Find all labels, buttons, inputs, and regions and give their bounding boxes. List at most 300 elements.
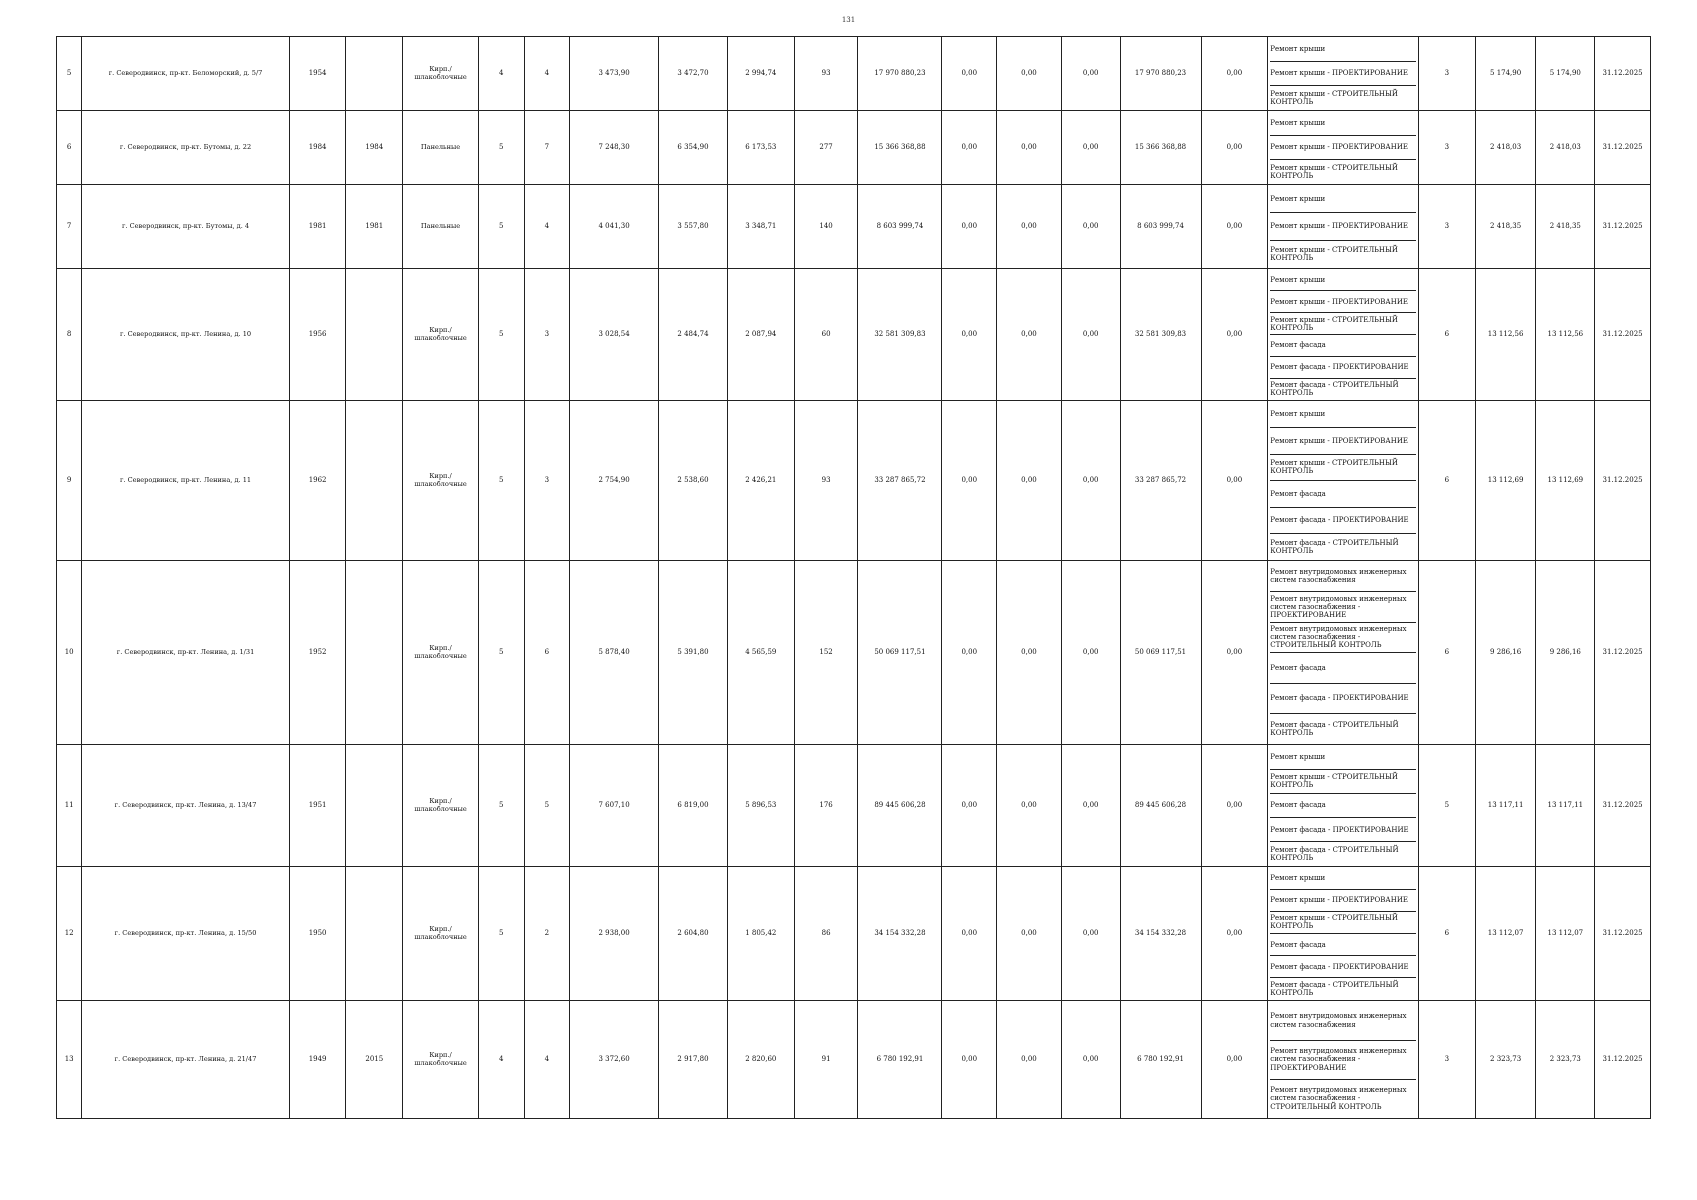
works-list (1270, 868, 1416, 1000)
works-cell (1268, 111, 1419, 185)
table-row (57, 1001, 1651, 1119)
unit-cost-max: 2 323,73 (1536, 1001, 1595, 1119)
entrances-count: 6 (524, 561, 570, 745)
work-item-label: Ремонт крыши - ПРОЕКТИРОВАНИЕ (1270, 297, 1409, 306)
work-item-label: Ремонт фасада - СТРОИТЕЛЬНЫЙ КОНТРОЛЬ (1270, 845, 1399, 862)
year-built: 1954 (289, 37, 346, 111)
work-item-label: Ремонт фасада (1270, 801, 1326, 810)
work-item (1270, 684, 1416, 715)
unit-cost: 13 112,69 (1475, 401, 1536, 561)
entrances-count: 3 (524, 269, 570, 401)
unit-cost-max: 13 112,56 (1536, 269, 1595, 401)
fund-cost: 0,00 (942, 867, 997, 1001)
works-count: 6 (1419, 867, 1476, 1001)
budget-cost: 0,00 (997, 401, 1062, 561)
budget-cost: 0,00 (997, 269, 1062, 401)
total-cost: 50 069 117,51 (858, 561, 942, 745)
work-item-label: Ремонт фасада - СТРОИТЕЛЬНЫЙ КОНТРОЛЬ (1270, 720, 1399, 737)
work-item (1270, 1002, 1416, 1041)
works-list (1270, 1002, 1416, 1118)
entrances-count: 5 (524, 745, 570, 867)
fund-cost: 0,00 (942, 561, 997, 745)
work-item (1270, 1041, 1416, 1080)
work-item-label: Ремонт внутридомовых инженерных систем газоснабжения - СТРОИТЕЛЬНЫЙ КОНТРОЛЬ (1270, 625, 1407, 650)
total-cost: 33 287 865,72 (858, 401, 942, 561)
works-cell (1268, 37, 1419, 111)
repair-program-table (56, 36, 1651, 1119)
residents-count: 140 (794, 185, 858, 269)
premises-area: 2 604,80 (659, 867, 728, 1001)
address: г. Северодвинск, пр-кт. Ленина, д. 1/31 (82, 561, 289, 745)
work-item-label: Ремонт фасада (1270, 663, 1326, 672)
total-area: 7 248,30 (570, 111, 659, 185)
deadline: 31.12.2025 (1595, 561, 1651, 745)
unit-cost-max: 2 418,35 (1536, 185, 1595, 269)
owners-cost: 17 970 880,23 (1120, 37, 1201, 111)
wall-material: Кирп./ шлакоблочные (403, 867, 479, 1001)
work-item-label: Ремонт фасада - ПРОЕКТИРОВАНИЕ (1270, 363, 1409, 372)
work-item-label: Ремонт внутридомовых инженерных систем газоснабжения - СТРОИТЕЛЬНЫЙ КОНТРОЛЬ (1270, 1086, 1407, 1111)
row-number: 12 (57, 867, 82, 1001)
table-row (57, 561, 1651, 745)
row-number: 6 (57, 111, 82, 185)
work-item-label: Ремонт крыши - СТРОИТЕЛЬНЫЙ КОНТРОЛЬ (1270, 89, 1398, 106)
works-cell (1268, 1001, 1419, 1119)
wall-material: Кирп./ шлакоблочные (403, 401, 479, 561)
work-item (1270, 934, 1416, 956)
premises-area: 2 484,74 (659, 269, 728, 401)
premises-area: 6 354,90 (659, 111, 728, 185)
owners-cost: 89 445 606,28 (1120, 745, 1201, 867)
wall-material: Кирп./ шлакоблочные (403, 269, 479, 401)
other-cost: 0,00 (1201, 269, 1268, 401)
year-built: 1962 (289, 401, 346, 561)
total-area: 2 754,90 (570, 401, 659, 561)
work-item (1270, 86, 1416, 109)
address: г. Северодвинск, пр-кт. Бутомы, д. 4 (82, 185, 289, 269)
wall-material: Панельные (403, 185, 479, 269)
entrances-count: 4 (524, 185, 570, 269)
total-cost: 15 366 368,88 (858, 111, 942, 185)
works-list (1270, 38, 1416, 110)
works-count: 3 (1419, 37, 1476, 111)
total-area: 4 041,30 (570, 185, 659, 269)
work-item (1270, 978, 1416, 999)
work-item (1270, 241, 1416, 268)
deadline: 31.12.2025 (1595, 111, 1651, 185)
works-cell (1268, 185, 1419, 269)
works-list (1270, 186, 1416, 268)
wall-material: Кирп./ шлакоблочные (403, 745, 479, 867)
entrances-count: 7 (524, 111, 570, 185)
year-commissioning (346, 561, 403, 745)
work-item-label: Ремонт крыши - СТРОИТЕЛЬНЫЙ КОНТРОЛЬ (1270, 163, 1398, 180)
works-count: 5 (1419, 745, 1476, 867)
year-built: 1956 (289, 269, 346, 401)
residential-area: 6 173,53 (727, 111, 794, 185)
residential-area: 1 805,42 (727, 867, 794, 1001)
work-item-label: Ремонт крыши - ПРОЕКТИРОВАНИЕ (1270, 436, 1409, 445)
other-cost: 0,00 (1201, 1001, 1268, 1119)
works-list (1270, 562, 1416, 744)
work-item (1270, 818, 1416, 842)
table-row (57, 401, 1651, 561)
work-item-label: Ремонт крыши - СТРОИТЕЛЬНЫЙ КОНТРОЛЬ (1270, 315, 1398, 332)
work-item-label: Ремонт крыши (1270, 753, 1326, 762)
work-item (1270, 623, 1416, 654)
premises-area: 5 391,80 (659, 561, 728, 745)
row-number: 11 (57, 745, 82, 867)
fund-cost: 0,00 (942, 1001, 997, 1119)
address: г. Северодвинск, пр-кт. Ленина, д. 21/47 (82, 1001, 289, 1119)
year-commissioning (346, 37, 403, 111)
local-cost: 0,00 (1061, 745, 1120, 867)
floors-count: 5 (479, 185, 525, 269)
residential-area: 2 820,60 (727, 1001, 794, 1119)
year-built: 1951 (289, 745, 346, 867)
year-commissioning (346, 401, 403, 561)
unit-cost: 2 323,73 (1475, 1001, 1536, 1119)
work-item-label: Ремонт крыши (1270, 275, 1326, 284)
total-area: 7 607,10 (570, 745, 659, 867)
local-cost: 0,00 (1061, 561, 1120, 745)
work-item (1270, 455, 1416, 482)
local-cost: 0,00 (1061, 37, 1120, 111)
work-item-label: Ремонт крыши - ПРОЕКТИРОВАНИЕ (1270, 896, 1409, 905)
work-item (1270, 313, 1416, 335)
year-commissioning (346, 269, 403, 401)
unit-cost: 13 117,11 (1475, 745, 1536, 867)
address: г. Северодвинск, пр-кт. Бутомы, д. 22 (82, 111, 289, 185)
wall-material: Панельные (403, 111, 479, 185)
table-row (57, 111, 1651, 185)
row-number: 8 (57, 269, 82, 401)
floors-count: 4 (479, 1001, 525, 1119)
fund-cost: 0,00 (942, 37, 997, 111)
floors-count: 5 (479, 401, 525, 561)
wall-material: Кирп./ шлакоблочные (403, 1001, 479, 1119)
residential-area: 4 565,59 (727, 561, 794, 745)
table-row (57, 37, 1651, 111)
unit-cost-max: 13 112,69 (1536, 401, 1595, 561)
deadline: 31.12.2025 (1595, 745, 1651, 867)
work-item-label: Ремонт фасада - СТРОИТЕЛЬНЫЙ КОНТРОЛЬ (1270, 381, 1399, 398)
work-item (1270, 508, 1416, 535)
fund-cost: 0,00 (942, 269, 997, 401)
budget-cost: 0,00 (997, 185, 1062, 269)
floors-count: 4 (479, 37, 525, 111)
owners-cost: 15 366 368,88 (1120, 111, 1201, 185)
residential-area: 3 348,71 (727, 185, 794, 269)
work-item-label: Ремонт крыши - СТРОИТЕЛЬНЫЙ КОНТРОЛЬ (1270, 914, 1398, 931)
other-cost: 0,00 (1201, 401, 1268, 561)
row-number: 9 (57, 401, 82, 561)
works-list (1270, 270, 1416, 400)
wall-material: Кирп./ шлакоблочные (403, 561, 479, 745)
address: г. Северодвинск, пр-кт. Ленина, д. 10 (82, 269, 289, 401)
budget-cost: 0,00 (997, 1001, 1062, 1119)
works-count: 6 (1419, 401, 1476, 561)
local-cost: 0,00 (1061, 401, 1120, 561)
work-item (1270, 270, 1416, 292)
total-area: 2 938,00 (570, 867, 659, 1001)
page-number: 131 (841, 16, 856, 24)
address: г. Северодвинск, пр-кт. Ленина, д. 11 (82, 401, 289, 561)
owners-cost: 6 780 192,91 (1120, 1001, 1201, 1119)
total-cost: 6 780 192,91 (858, 1001, 942, 1119)
table-row (57, 745, 1651, 867)
work-item (1270, 746, 1416, 770)
work-item-label: Ремонт крыши (1270, 194, 1326, 203)
owners-cost: 32 581 309,83 (1120, 269, 1201, 401)
work-item-label: Ремонт фасада (1270, 341, 1326, 350)
total-cost: 89 445 606,28 (858, 745, 942, 867)
year-built: 1952 (289, 561, 346, 745)
local-cost: 0,00 (1061, 269, 1120, 401)
work-item (1270, 890, 1416, 912)
works-cell (1268, 745, 1419, 867)
work-item-label: Ремонт крыши (1270, 45, 1326, 54)
work-item-label: Ремонт фасада (1270, 489, 1326, 498)
work-item-label: Ремонт крыши - СТРОИТЕЛЬНЫЙ КОНТРОЛЬ (1270, 459, 1398, 476)
work-item-label: Ремонт внутридомовых инженерных систем газоснабжения - ПРОЕКТИРОВАНИЕ (1270, 1047, 1407, 1072)
local-cost: 0,00 (1061, 111, 1120, 185)
address: г. Северодвинск, пр-кт. Беломорский, д. 5/7 (82, 37, 289, 111)
work-item (1270, 714, 1416, 744)
address: г. Северодвинск, пр-кт. Ленина, д. 13/47 (82, 745, 289, 867)
work-item (1270, 357, 1416, 379)
residents-count: 93 (794, 401, 858, 561)
work-item-label: Ремонт фасада - ПРОЕКТИРОВАНИЕ (1270, 694, 1409, 703)
entrances-count: 3 (524, 401, 570, 561)
address: г. Северодвинск, пр-кт. Ленина, д. 15/50 (82, 867, 289, 1001)
local-cost: 0,00 (1061, 1001, 1120, 1119)
work-item (1270, 38, 1416, 62)
owners-cost: 8 603 999,74 (1120, 185, 1201, 269)
work-item (1270, 912, 1416, 934)
premises-area: 6 819,00 (659, 745, 728, 867)
entrances-count: 2 (524, 867, 570, 1001)
unit-cost-max: 9 286,16 (1536, 561, 1595, 745)
entrances-count: 4 (524, 1001, 570, 1119)
residents-count: 176 (794, 745, 858, 867)
total-cost: 34 154 332,28 (858, 867, 942, 1001)
works-count: 3 (1419, 111, 1476, 185)
other-cost: 0,00 (1201, 37, 1268, 111)
work-item-label: Ремонт фасада - СТРОИТЕЛЬНЫЙ КОНТРОЛЬ (1270, 980, 1399, 997)
works-cell (1268, 561, 1419, 745)
premises-area: 3 557,80 (659, 185, 728, 269)
work-item (1270, 868, 1416, 890)
owners-cost: 34 154 332,28 (1120, 867, 1201, 1001)
total-cost: 8 603 999,74 (858, 185, 942, 269)
fund-cost: 0,00 (942, 401, 997, 561)
work-item (1270, 534, 1416, 560)
row-number: 7 (57, 185, 82, 269)
year-built: 1950 (289, 867, 346, 1001)
unit-cost: 9 286,16 (1475, 561, 1536, 745)
local-cost: 0,00 (1061, 185, 1120, 269)
unit-cost: 5 174,90 (1475, 37, 1536, 111)
work-item (1270, 956, 1416, 978)
deadline: 31.12.2025 (1595, 185, 1651, 269)
work-item (1270, 428, 1416, 455)
budget-cost: 0,00 (997, 561, 1062, 745)
unit-cost-max: 5 174,90 (1536, 37, 1595, 111)
works-cell (1268, 401, 1419, 561)
work-item-label: Ремонт крыши - ПРОЕКТИРОВАНИЕ (1270, 143, 1409, 152)
residential-area: 2 426,21 (727, 401, 794, 561)
year-commissioning (346, 745, 403, 867)
work-item-label: Ремонт крыши (1270, 874, 1326, 883)
premises-area: 3 472,70 (659, 37, 728, 111)
work-item-label: Ремонт крыши - СТРОИТЕЛЬНЫЙ КОНТРОЛЬ (1270, 773, 1398, 790)
unit-cost: 2 418,35 (1475, 185, 1536, 269)
premises-area: 2 917,80 (659, 1001, 728, 1119)
floors-count: 5 (479, 111, 525, 185)
work-item-label: Ремонт фасада - ПРОЕКТИРОВАНИЕ (1270, 516, 1409, 525)
work-item (1270, 592, 1416, 623)
other-cost: 0,00 (1201, 111, 1268, 185)
work-item (1270, 1080, 1416, 1118)
residential-area: 2 087,94 (727, 269, 794, 401)
other-cost: 0,00 (1201, 185, 1268, 269)
budget-cost: 0,00 (997, 745, 1062, 867)
budget-cost: 0,00 (997, 867, 1062, 1001)
row-number: 5 (57, 37, 82, 111)
deadline: 31.12.2025 (1595, 401, 1651, 561)
works-cell (1268, 867, 1419, 1001)
work-item (1270, 481, 1416, 508)
floors-count: 5 (479, 269, 525, 401)
residents-count: 91 (794, 1001, 858, 1119)
local-cost: 0,00 (1061, 867, 1120, 1001)
work-item-label: Ремонт крыши - ПРОЕКТИРОВАНИЕ (1270, 69, 1409, 78)
unit-cost-max: 2 418,03 (1536, 111, 1595, 185)
work-item-label: Ремонт внутридомовых инженерных систем газоснабжения (1270, 1012, 1407, 1029)
table-row (57, 185, 1651, 269)
work-item-label: Ремонт крыши - СТРОИТЕЛЬНЫЙ КОНТРОЛЬ (1270, 246, 1398, 263)
works-count: 3 (1419, 185, 1476, 269)
year-built: 1984 (289, 111, 346, 185)
unit-cost-max: 13 117,11 (1536, 745, 1595, 867)
floors-count: 5 (479, 561, 525, 745)
works-count: 6 (1419, 269, 1476, 401)
works-list (1270, 112, 1416, 184)
work-item (1270, 794, 1416, 818)
unit-cost: 2 418,03 (1475, 111, 1536, 185)
work-item-label: Ремонт крыши (1270, 119, 1326, 128)
work-item (1270, 160, 1416, 183)
deadline: 31.12.2025 (1595, 37, 1651, 111)
work-item-label: Ремонт фасада (1270, 940, 1326, 949)
work-item (1270, 136, 1416, 160)
residents-count: 93 (794, 37, 858, 111)
other-cost: 0,00 (1201, 561, 1268, 745)
table-row (57, 867, 1651, 1001)
residents-count: 277 (794, 111, 858, 185)
work-item (1270, 291, 1416, 313)
work-item (1270, 379, 1416, 400)
residents-count: 86 (794, 867, 858, 1001)
deadline: 31.12.2025 (1595, 867, 1651, 1001)
work-item (1270, 186, 1416, 214)
row-number: 13 (57, 1001, 82, 1119)
owners-cost: 50 069 117,51 (1120, 561, 1201, 745)
residents-count: 60 (794, 269, 858, 401)
work-item (1270, 335, 1416, 357)
floors-count: 5 (479, 745, 525, 867)
year-commissioning: 1984 (346, 111, 403, 185)
total-area: 3 028,54 (570, 269, 659, 401)
deadline: 31.12.2025 (1595, 269, 1651, 401)
work-item-label: Ремонт крыши (1270, 410, 1326, 419)
year-built: 1981 (289, 185, 346, 269)
work-item-label: Ремонт внутридомовых инженерных систем газоснабжения - ПРОЕКТИРОВАНИЕ (1270, 594, 1407, 619)
work-item-label: Ремонт фасада - СТРОИТЕЛЬНЫЙ КОНТРОЛЬ (1270, 538, 1399, 555)
works-cell (1268, 269, 1419, 401)
other-cost: 0,00 (1201, 745, 1268, 867)
other-cost: 0,00 (1201, 867, 1268, 1001)
work-item (1270, 562, 1416, 593)
total-area: 5 878,40 (570, 561, 659, 745)
work-item (1270, 842, 1416, 865)
works-count: 6 (1419, 561, 1476, 745)
premises-area: 2 538,60 (659, 401, 728, 561)
budget-cost: 0,00 (997, 37, 1062, 111)
deadline: 31.12.2025 (1595, 1001, 1651, 1119)
fund-cost: 0,00 (942, 111, 997, 185)
works-list (1270, 746, 1416, 866)
unit-cost: 13 112,56 (1475, 269, 1536, 401)
unit-cost-max: 13 112,07 (1536, 867, 1595, 1001)
total-cost: 32 581 309,83 (858, 269, 942, 401)
works-list (1270, 402, 1416, 560)
table-row (57, 269, 1651, 401)
total-area: 3 473,90 (570, 37, 659, 111)
row-number: 10 (57, 561, 82, 745)
year-commissioning: 2015 (346, 1001, 403, 1119)
work-item (1270, 213, 1416, 241)
total-area: 3 372,60 (570, 1001, 659, 1119)
year-commissioning (346, 867, 403, 1001)
residents-count: 152 (794, 561, 858, 745)
work-item-label: Ремонт фасада - ПРОЕКТИРОВАНИЕ (1270, 825, 1409, 834)
year-built: 1949 (289, 1001, 346, 1119)
fund-cost: 0,00 (942, 745, 997, 867)
works-count: 3 (1419, 1001, 1476, 1119)
residential-area: 2 994,74 (727, 37, 794, 111)
work-item-label: Ремонт фасада - ПРОЕКТИРОВАНИЕ (1270, 962, 1409, 971)
work-item-label: Ремонт внутридомовых инженерных систем газоснабжения (1270, 568, 1407, 585)
work-item (1270, 770, 1416, 794)
unit-cost: 13 112,07 (1475, 867, 1536, 1001)
work-item (1270, 402, 1416, 429)
fund-cost: 0,00 (942, 185, 997, 269)
floors-count: 5 (479, 867, 525, 1001)
entrances-count: 4 (524, 37, 570, 111)
year-commissioning: 1981 (346, 185, 403, 269)
work-item (1270, 112, 1416, 136)
work-item (1270, 62, 1416, 86)
residential-area: 5 896,53 (727, 745, 794, 867)
work-item (1270, 653, 1416, 684)
total-cost: 17 970 880,23 (858, 37, 942, 111)
work-item-label: Ремонт крыши - ПРОЕКТИРОВАНИЕ (1270, 222, 1409, 231)
owners-cost: 33 287 865,72 (1120, 401, 1201, 561)
wall-material: Кирп./ шлакоблочные (403, 37, 479, 111)
budget-cost: 0,00 (997, 111, 1062, 185)
